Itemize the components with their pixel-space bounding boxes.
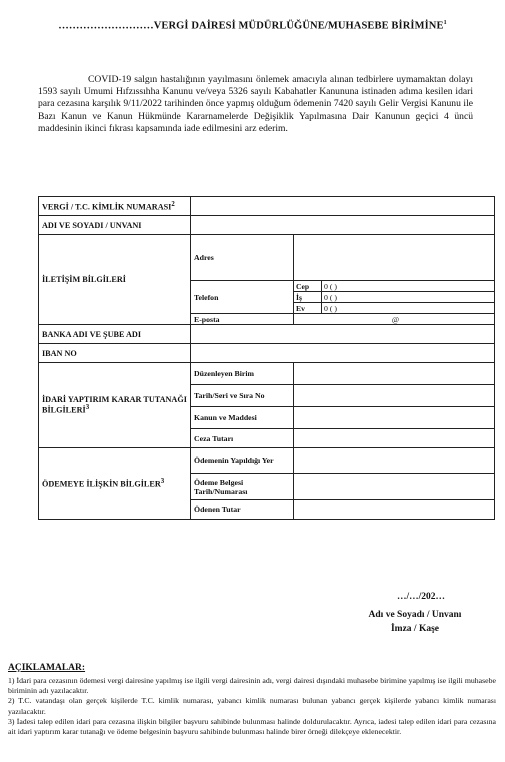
paid-place-row bbox=[39, 448, 495, 474]
phone-work-label: İş bbox=[294, 292, 322, 303]
explanation-item: 2) T.C. vatandaşı olan gerçek kişilerde T.C. kimlik numarası, yabancı kimlik numarası bulunan yabancı gerçek kişilerde yabancı kimlik numarası yazılacaktır. bbox=[8, 696, 496, 716]
address-field[interactable] bbox=[294, 235, 495, 281]
tax-id-field[interactable] bbox=[191, 197, 495, 216]
explanation-item: 3) İadesi talep edilen idari para cezasına ilişkin bilgiler başvuru sahibinde bulunması halinde doldurulacaktır. Ayrıca, iadesi talep edilen idari para cezasına ait idari yaptırım karar tutanağı ve ödeme belgesinin başvuru sahibinde bulunması halinde birer örneği dilekçeye eklenecektir. bbox=[8, 716, 496, 737]
phone-home-label: Ev bbox=[294, 303, 322, 314]
application-form bbox=[38, 196, 495, 520]
phone-mobile-field[interactable]: 0 ( ) bbox=[322, 281, 495, 292]
signature-date: …/…/202… bbox=[397, 592, 446, 602]
iban-field[interactable] bbox=[191, 344, 495, 363]
tax-id-label: VERGİ / T.C. KİMLİK NUMARASI$^2$ bbox=[39, 197, 191, 216]
receipt-field[interactable] bbox=[294, 474, 495, 500]
payment-label: ÖDEMEYE İLİŞKİN BİLGİLER$^3$ bbox=[39, 448, 191, 520]
signature-name-label: Adı ve Soyadı / Unvanı bbox=[368, 610, 462, 620]
fine-field[interactable] bbox=[294, 429, 495, 448]
law-label: Kanun ve Maddesi bbox=[191, 407, 294, 429]
signature-sign-label: İmza / Kaşe bbox=[390, 624, 440, 634]
bank-field[interactable] bbox=[191, 325, 495, 344]
law-field[interactable] bbox=[294, 407, 495, 429]
date-serial-field[interactable] bbox=[294, 385, 495, 407]
fine-label: Ceza Tutarı bbox=[191, 429, 294, 448]
page-title: ………………………VERGİ DAİRESİ MÜDÜRLÜĞÜNE/MUHASEBE BİRİMİNE$^1$ bbox=[58, 20, 447, 32]
name-label: ADI VE SOYADI / UNVANI bbox=[39, 216, 191, 235]
email-label: E-posta bbox=[191, 314, 294, 325]
paid-amount-label: Ödenen Tutar bbox=[191, 500, 294, 520]
paid-place-field[interactable] bbox=[294, 448, 495, 474]
issuer-label: Düzenleyen Birim bbox=[191, 363, 294, 385]
phone-mobile-label: Cep bbox=[294, 281, 322, 292]
email-field[interactable]: @ bbox=[294, 314, 495, 325]
contact-label: İLETİŞİM BİLGİLERİ bbox=[39, 235, 191, 325]
issuer-row bbox=[39, 363, 495, 385]
tax-id-row bbox=[39, 197, 495, 216]
receipt-label: Ödeme Belgesi Tarih/Numarası bbox=[191, 474, 294, 500]
name-row bbox=[39, 216, 495, 235]
phone-label: Telefon bbox=[191, 281, 294, 314]
name-field[interactable] bbox=[191, 216, 495, 235]
address-row bbox=[39, 235, 495, 281]
iban-row bbox=[39, 344, 495, 363]
request-paragraph: COVID-19 salgın hastalığının yayılmasını önlemek amacıyla alınan tedbirlere uymamaktan dolayı 1593 sayılı Umumi Hıfzıssıhha Kanunu ve/veya 5326 sayılı Kabahatler Kanununa istinaden adıma kesilen idari para cezasına karşılık 9/11/2022 tarihinden önce yapmış olduğum ödemenin 7420 sayılı Gelir Vergisi Kanunu ile Bazı Kanun ve Kanun Hükmünde Kararnamelerde Değişiklik Yapılmasına Dair Kanunun geçici 4 üncü maddesinin ikinci fıkrası kapsamında iade edilmesini arz ederim. bbox=[38, 74, 473, 134]
phone-home-field[interactable]: 0 ( ) bbox=[322, 303, 495, 314]
paid-place-label: Ödemenin Yapıldığı Yer bbox=[191, 448, 294, 474]
signature-block bbox=[340, 608, 490, 636]
paid-amount-field[interactable] bbox=[294, 500, 495, 520]
bank-row bbox=[39, 325, 495, 344]
issuer-field[interactable] bbox=[294, 363, 495, 385]
phone-work-field[interactable]: 0 ( ) bbox=[322, 292, 495, 303]
sanction-label: İDARİ YAPTIRIM KARAR TUTANAĞI BİLGİLERİ$^3$ bbox=[39, 363, 191, 448]
explanation-item: 1) İdari para cezasının ödemesi vergi dairesine yapılmış ise ilgili vergi dairesinin adı, vergi dairesi dışındaki muhasebe birimine yapılmış ise ilgili muhasebe biriminin adı yazılacaktır. bbox=[8, 676, 496, 696]
explanations-title: AÇIKLAMALAR: bbox=[8, 663, 86, 673]
date-serial-label: Tarih/Seri ve Sıra No bbox=[191, 385, 294, 407]
address-label: Adres bbox=[191, 235, 294, 281]
iban-label: IBAN NO bbox=[39, 344, 191, 363]
bank-label: BANKA ADI VE ŞUBE ADI bbox=[39, 325, 191, 344]
explanations-list bbox=[8, 676, 496, 737]
